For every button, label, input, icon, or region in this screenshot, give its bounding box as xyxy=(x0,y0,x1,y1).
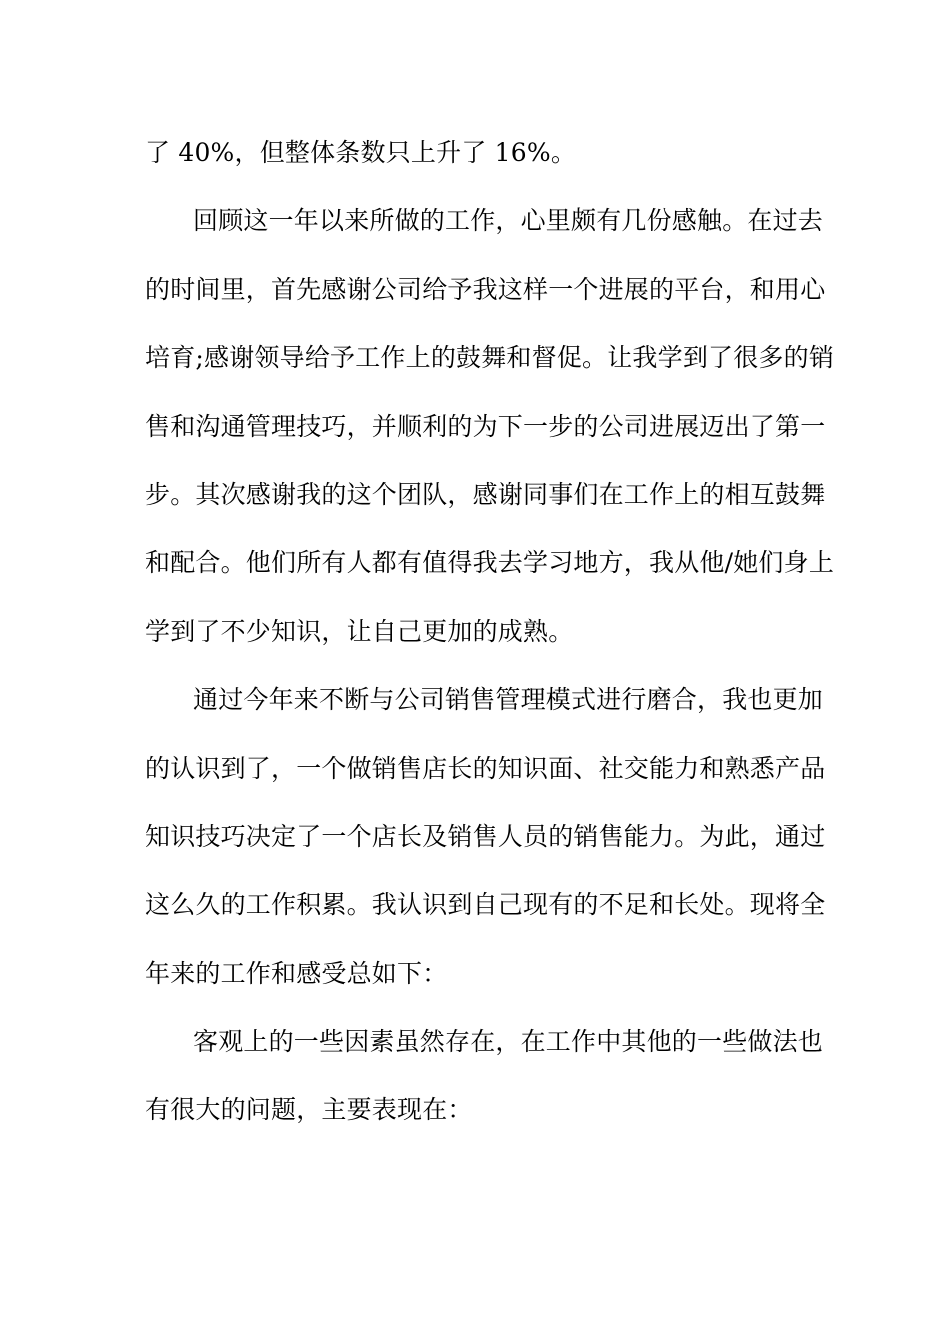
text-line: 和配合。他们所有人都有值得我去学习地方，我从他/她们身上 xyxy=(145,548,835,578)
document-body xyxy=(145,131,835,1157)
text-line: 的时间里，首先感谢公司给予我这样一个进展的平台，和用心 xyxy=(145,274,826,304)
text-line: 了 40%，但整体条数只上升了 16%。 xyxy=(145,138,577,167)
paragraph xyxy=(145,1020,824,1157)
text-line: 这么久的工作积累。我认识到自己现有的不足和长处。现将全 xyxy=(145,890,826,920)
text-line: 学到了不少知识，让自己更加的成熟。 xyxy=(145,616,574,646)
paragraph xyxy=(145,678,826,1020)
text-line: 知识技巧决定了一个店长及销售人员的销售能力。为此，通过 xyxy=(145,821,826,851)
text-line: 步。其次感谢我的这个团队，感谢同事们在工作上的相互鼓舞 xyxy=(145,479,826,509)
text-line: 回顾这一年以来所做的工作，心里颇有几份感触。在过去 xyxy=(193,206,824,236)
text-line: 通过今年来不断与公司销售管理模式进行磨合，我也更加 xyxy=(193,685,824,715)
text-line: 年来的工作和感受总如下： xyxy=(145,958,448,988)
text-line: 有很大的问题，主要表现在： xyxy=(145,1095,473,1125)
text-line: 培育;感谢领导给予工作上的鼓舞和督促。让我学到了很多的销 xyxy=(145,343,835,373)
text-line: 的认识到了，一个做销售店长的知识面、社交能力和熟悉产品 xyxy=(145,753,826,783)
paragraph xyxy=(145,131,805,199)
text-line: 客观上的一些因素虽然存在，在工作中其他的一些做法也 xyxy=(193,1027,824,1057)
paragraph xyxy=(145,199,835,678)
text-line: 售和沟通管理技巧，并顺利的为下一步的公司进展迈出了第一 xyxy=(145,411,826,441)
